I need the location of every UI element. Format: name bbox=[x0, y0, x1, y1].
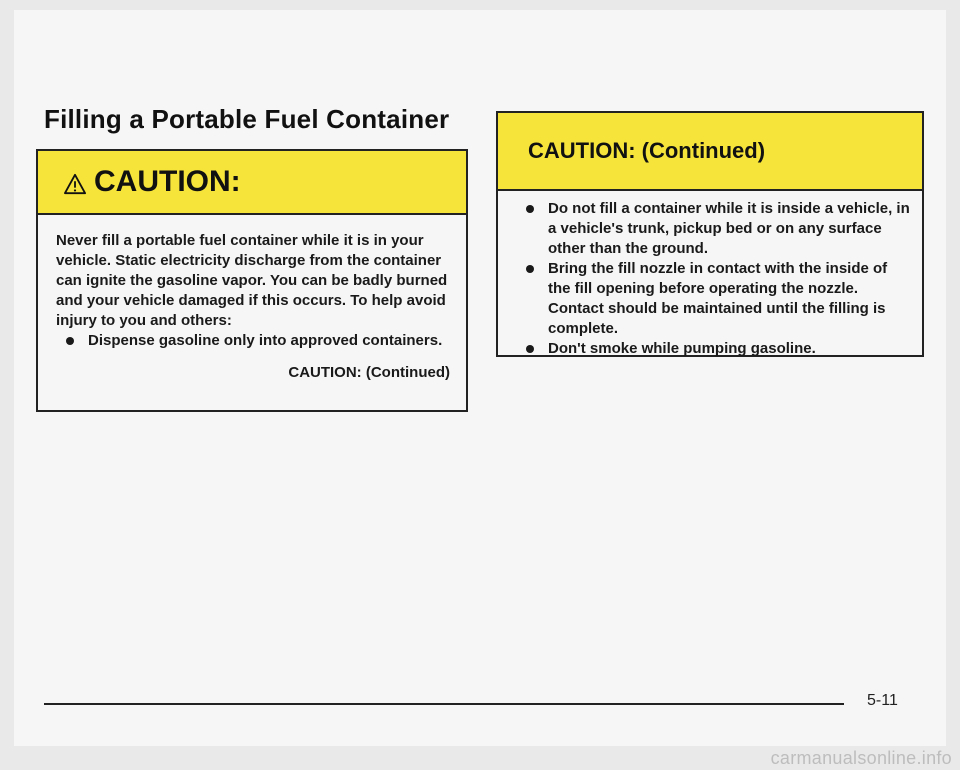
caution-continued-label: CAUTION: (Continued) bbox=[288, 364, 450, 381]
page-number: 5-11 bbox=[867, 692, 898, 709]
list-item: Bring the fill nozzle in contact with the inside of the fill opening before operating the nozzle. Contact should be maintained until the filling is complete. bbox=[526, 259, 910, 339]
caution-title: CAUTION: bbox=[94, 165, 241, 198]
caution-bullet-list bbox=[526, 199, 910, 359]
list-item: Dispense gasoline only into approved containers. bbox=[66, 331, 454, 351]
footer-rule bbox=[44, 703, 844, 705]
caution-paragraph: Never fill a portable fuel container while it is in your vehicle. Static electricity discharge from the container can ignite the gasoline vapor. You can be badly burned and your vehicle damaged if this occurs. To help avoid injury to you and others: bbox=[56, 232, 448, 329]
caution-header bbox=[38, 151, 466, 215]
section-heading: Filling a Portable Fuel Container bbox=[44, 104, 450, 134]
caution-header bbox=[498, 113, 922, 191]
caution-box-left bbox=[36, 149, 468, 412]
list-item: Do not fill a container while it is inside a vehicle, in a vehicle's trunk, pickup bed or on any surface other than the ground. bbox=[526, 199, 910, 259]
warning-triangle-icon bbox=[64, 173, 86, 195]
caution-bullet-list bbox=[66, 331, 454, 351]
caution-body bbox=[38, 215, 466, 383]
watermark-text: carmanualsonline.info bbox=[770, 748, 952, 768]
list-item: Don't smoke while pumping gasoline. bbox=[526, 339, 910, 359]
caution-body bbox=[498, 191, 922, 359]
caution-box-right bbox=[496, 111, 924, 357]
caution-title: CAUTION: (Continued) bbox=[528, 138, 766, 163]
